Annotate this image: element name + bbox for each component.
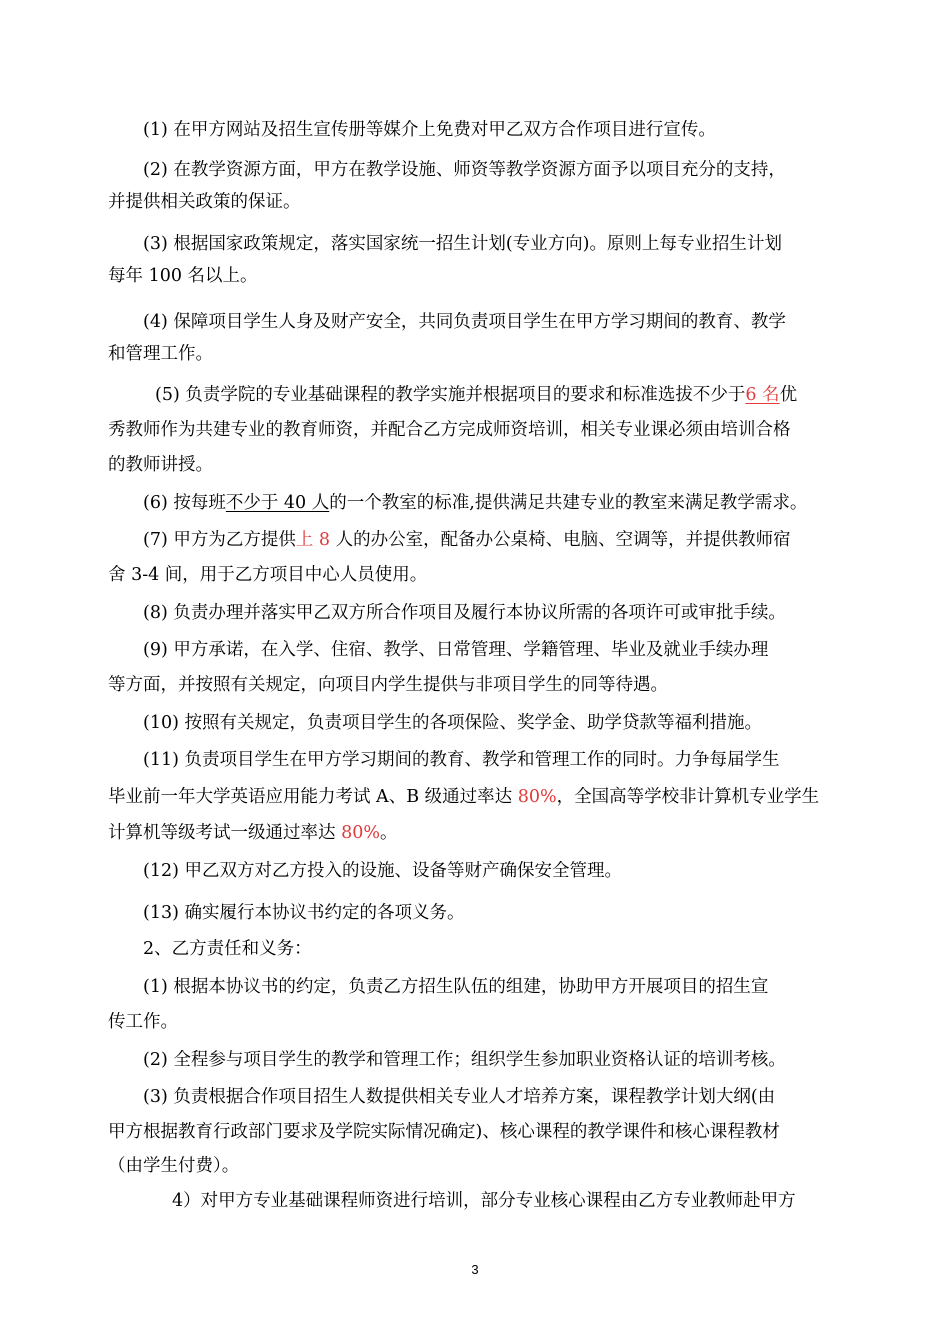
clause-a6-tail: 的一个教室的标准,提供满足共建专业的教室来满足教学需求。 [329,493,808,513]
clause-a4-line2: 和管理工作。 [108,344,213,364]
clause-a13-line1: (13) 确实履行本协议书约定的各项义务。 [143,903,465,923]
clause-a10-line1: (10) 按照有关规定，负责项目学生的各项保险、奖学金、助学贷款等福利措施。 [143,713,762,733]
clause-a3-line1: (3) 根据国家政策规定，落实国家统一招生计划(专业方向)。原则上每专业招生计划 [143,234,783,254]
clause-a7-tail: 人的办公室，配备办公桌椅、电脑、空调等，并提供教师宿 [330,530,791,550]
clause-b3-line3: （由学生付费）。 [108,1156,240,1176]
clause-b2-line1: (2) 全程参与项目学生的教学和管理工作；组织学生参加职业资格认证的培训考核。 [143,1050,786,1070]
clause-a11-tail2: 。 [379,823,398,843]
clause-a6-text: (6) 按每班 [143,493,226,513]
section-heading: 2、乙方责任和义务： [143,939,312,959]
clause-a5-text: (5) 负责学院的专业基础课程的教学实施并根据项目的要求和标准选拔不少于 [155,385,746,405]
clause-a12-line1: (12) 甲乙双方对乙方投入的设施、设备等财产确保安全管理。 [143,861,622,881]
clause-b1-line1: (1) 根据本协议书的约定，负责乙方招生队伍的组建，协助甲方开展项目的招生宣 [143,977,769,997]
clause-a8-line1: (8) 负责办理并落实甲乙双方所合作项目及履行本协议所需的各项许可或审批手续。 [143,603,786,623]
clause-a11-line3 [108,821,397,845]
clause-a11-line2 [108,785,819,809]
clause-a11-rate-english: 80% [517,787,557,807]
clause-b1-line2: 传工作。 [108,1012,178,1032]
clause-a1-line1: (1) 在甲方网站及招生宣传册等媒介上免费对甲乙双方合作项目进行宣传。 [143,120,716,140]
clause-a4-line1: (4) 保障项目学生人身及财产安全，共同负责项目学生在甲方学习期间的教育、教学 [143,312,786,332]
clause-a5-line1 [155,383,797,407]
clause-a9-line1: (9) 甲方承诺，在入学、住宿、教学、日常管理、学籍管理、毕业及就业手续办理 [143,640,769,660]
clause-a11-text: 毕业前一年大学英语应用能力考试 A、B 级通过率达 [108,787,518,807]
clause-a5-tail: 优 [779,385,798,405]
clause-a2-line2: 并提供相关政策的保证。 [108,192,301,212]
clause-a2-line1: (2) 在教学资源方面，甲方在教学设施、师资等教学资源方面予以项目充分的支持， [143,160,786,180]
clause-a7-highlight: 上 8 [295,530,331,550]
clause-a5-highlight: 6 名 [745,385,780,405]
clause-a6-line1 [143,491,807,515]
clause-a7-line1 [143,528,791,552]
clause-a5-line2: 秀教师作为共建专业的教育师资，并配合乙方完成师资培训，相关专业课必须由培训合格 [108,420,791,440]
clause-b3-line2: 甲方根据教育行政部门要求及学院实际情况确定)、核心课程的教学课件和核心课程教材 [108,1122,780,1142]
clause-a5-line3: 的教师讲授。 [108,455,213,475]
clause-a7-line2: 舍 3-4 间，用于乙方项目中心人员使用。 [108,565,428,585]
page-number: 3 [471,1262,479,1277]
clause-b4-line1: 4）对甲方专业基础课程师资进行培训，部分专业核心课程由乙方专业教师赴甲方 [172,1191,796,1211]
clause-a9-line2: 等方面，并按照有关规定，向项目内学生提供与非项目学生的同等待遇。 [108,675,668,695]
clause-a11-rate-computer: 80% [341,823,380,843]
clause-a6-underlined: 不少于 40 人 [225,493,330,513]
clause-a7-text: (7) 甲方为乙方提供 [143,530,296,550]
clause-a11-text2: 计算机等级考试一级通过率达 [108,823,342,843]
clause-a11-line1: (11) 负责项目学生在甲方学习期间的教育、教学和管理工作的同时。力争每届学生 [143,750,780,770]
clause-b3-line1: (3) 负责根据合作项目招生人数提供相关专业人才培养方案，课程教学计划大纲(由 [143,1087,776,1107]
clause-a3-line2: 每年 100 名以上。 [108,266,258,286]
clause-a11-tail: ，全国高等学校非计算机专业学生 [556,787,820,807]
